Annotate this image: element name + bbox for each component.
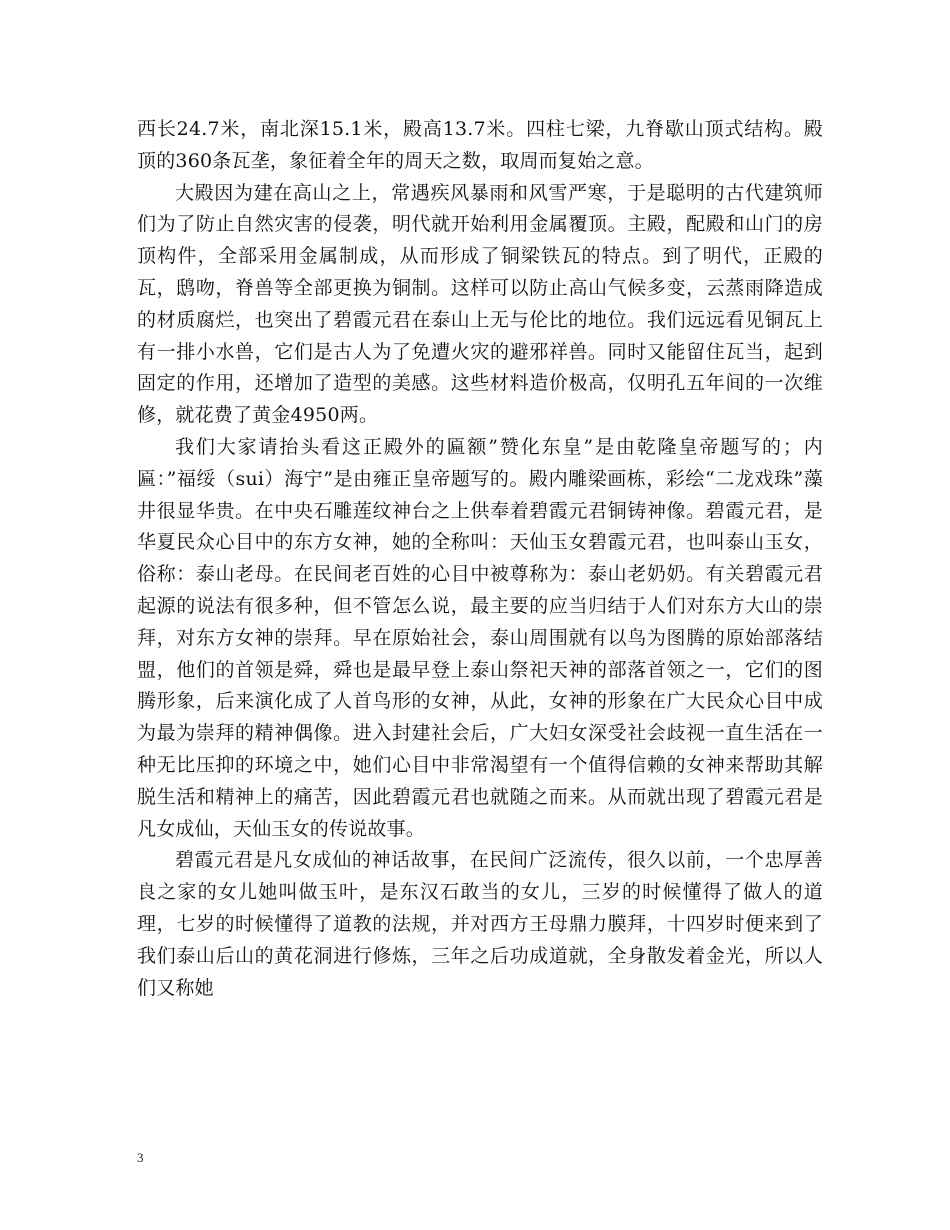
page-number: 3 bbox=[137, 1150, 144, 1165]
paragraph-1: 西长24.7米，南北深15.1米，殿高13.7米。四柱七梁，九脊歇山顶式结构。殿顶的360条瓦垄，象征着全年的周天之数，取周而复始之意。 bbox=[137, 118, 823, 172]
paragraph-4: 碧霞元君是凡女成仙的神话故事，在民间广泛流传，很久以前，一个忠厚善良之家的女儿她叫做玉叶，是东汉石敢当的女儿，三岁的时候懂得了做人的道理，七岁的时候懂得了道教的法规，并对西方王母鼎力膜拜，十四岁时便来到了我们泰山后山的黄花洞进行修炼，三年之后功成道就，全身散发着金光，所以人们又称她 bbox=[137, 849, 823, 999]
paragraph-3: 我们大家请抬头看这正殿外的匾额”赞化东皇”是由乾隆皇帝题写的；内匾：”福绥（sui）海宁”是由雍正皇帝题写的。殿内雕梁画栋，彩绘“二龙戏珠”藻井很显华贵。在中央石雕莲纹神台之上供奉着碧霞元君铜铸神像。碧霞元君，是华夏民众心目中的东方女神，她的全称叫：天仙玉女碧霞元君，也叫泰山玉女，俗称：泰山老母。在民间老百姓的心目中被尊称为：泰山老奶奶。有关碧霞元君起源的说法有很多种，但不管怎么说，最主要的应当归结于人们对东方大山的崇拜，对东方女神的崇拜。早在原始社会，泰山周围就有以鸟为图腾的原始部落结盟，他们的首领是舜，舜也是最早登上泰山祭祀天神的部落首领之一，它们的图腾形象，后来演化成了人首鸟形的女神，从此，女神的形象在广大民众心目中成为最为崇拜的精神偶像。进入封建社会后，广大妇女深受社会歧视一直生活在一种无比压抑的环境之中，她们心目中非常渴望有一个值得信赖的女神来帮助其解脱生活和精神上的痛苦，因此碧霞元君也就随之而来。从而就出现了碧霞元君是凡女成仙，天仙玉女的传说故事。 bbox=[137, 435, 823, 840]
paragraph-2: 大殿因为建在高山之上，常遇疾风暴雨和风雪严寒，于是聪明的古代建筑师们为了防止自然灾害的侵袭，明代就开始利用金属覆顶。主殿，配殿和山门的房顶构件，全部采用金属制成，从而形成了铜梁铁瓦的特点。到了明代，正殿的瓦，鸱吻，脊兽等全部更换为铜制。这样可以防止高山气候多变，云蒸雨降造成的材质腐烂，也突出了碧霞元君在泰山上无与伦比的地位。我们远远看见铜瓦上有一排小水兽，它们是古人为了免遭火灾的避邪祥兽。同时又能留住瓦当，起到固定的作用，还增加了造型的美感。这些材料造价极高，仅明孔五年间的一次维修，就花费了黄金4950两。 bbox=[137, 181, 823, 427]
body-text bbox=[137, 114, 823, 1004]
